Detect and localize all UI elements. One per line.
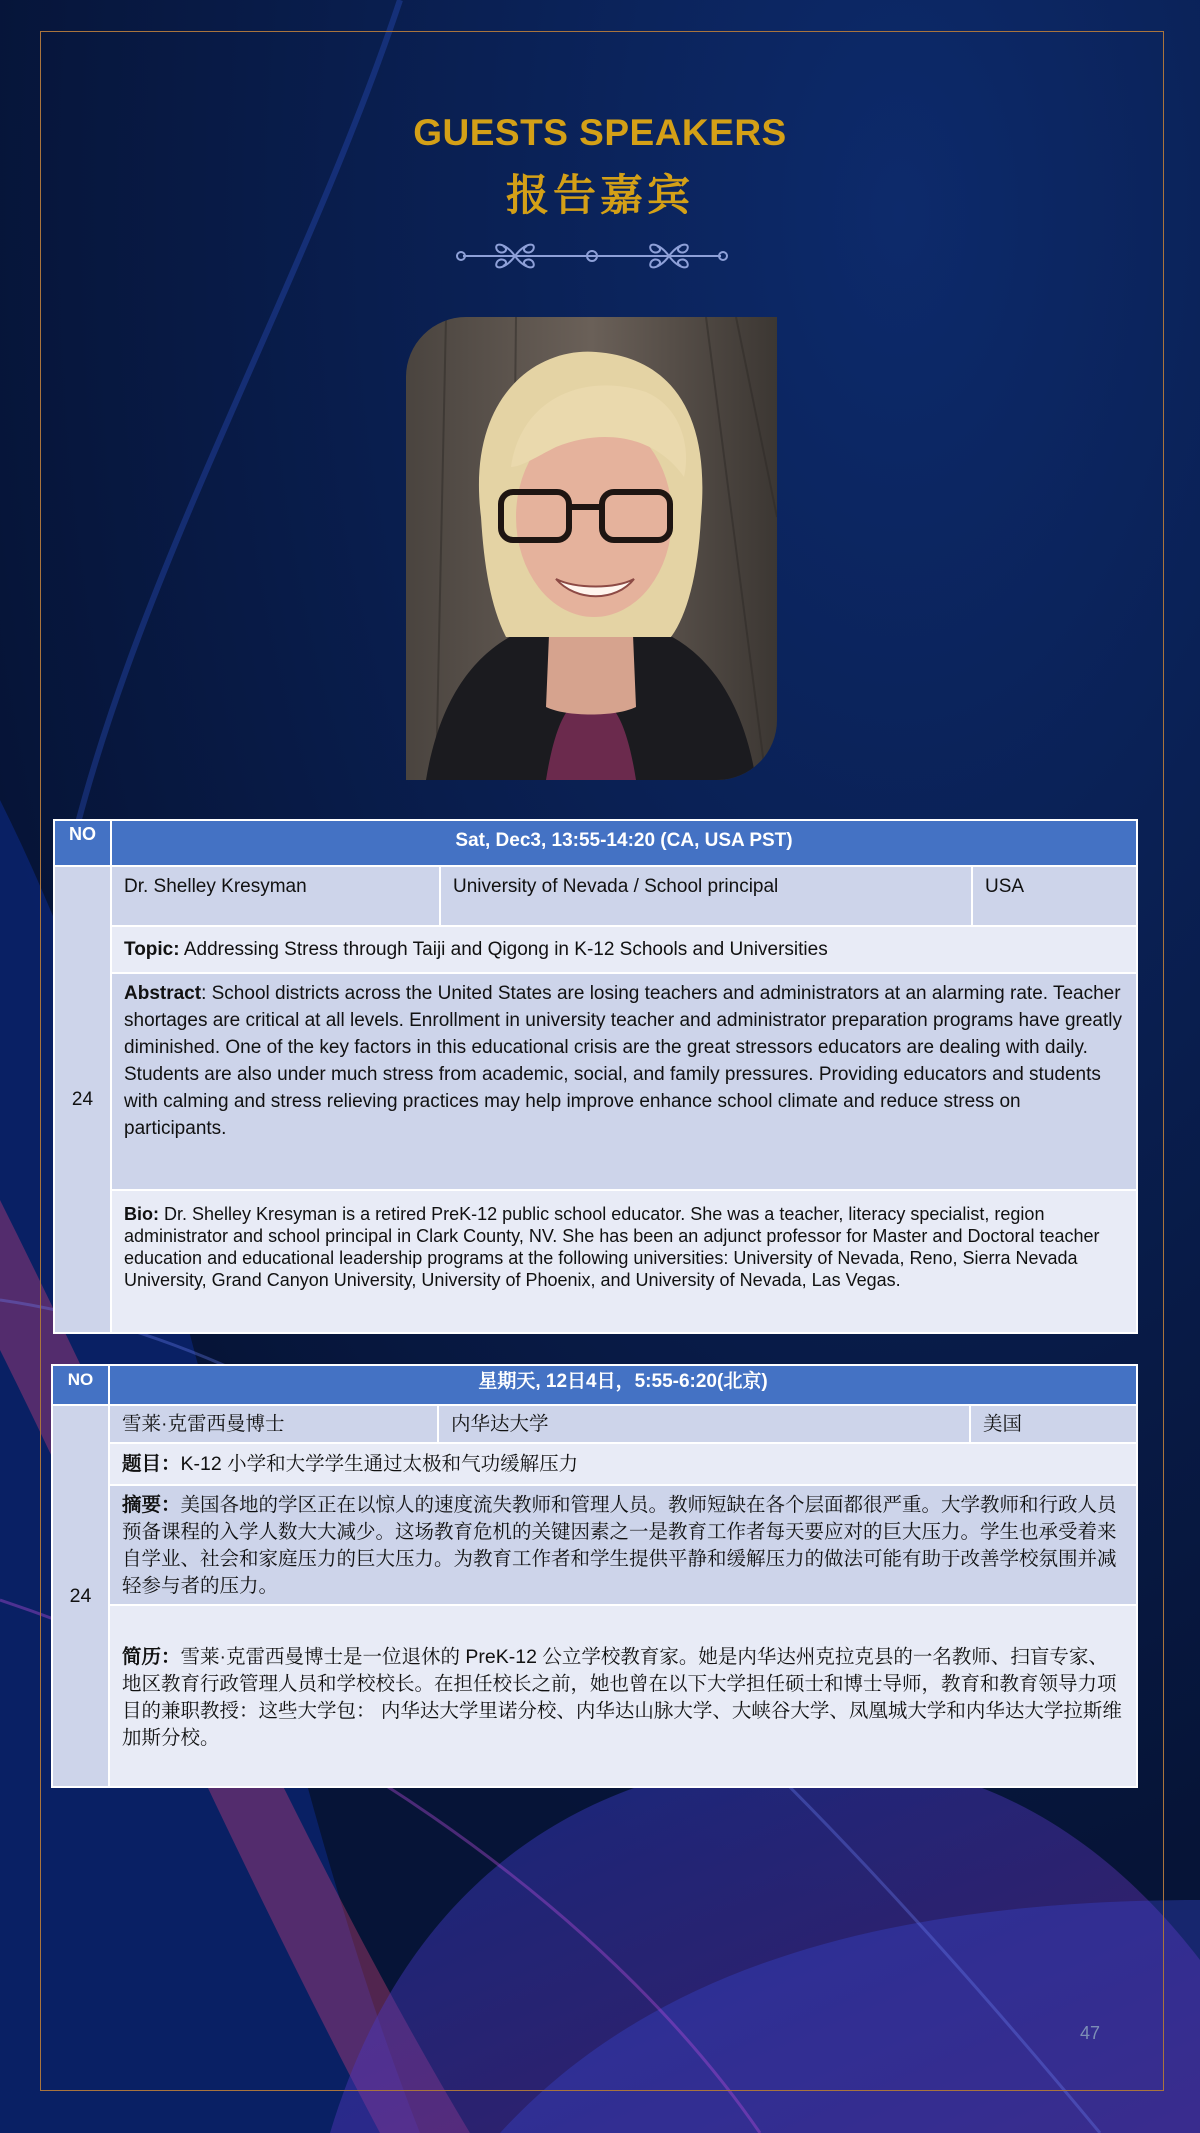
speaker-table-english: [53, 819, 1138, 1334]
speaker-affiliation: 内华达大学: [438, 1405, 970, 1443]
abstract-label: 摘要：: [122, 1494, 181, 1516]
bio-cell: [109, 1605, 1137, 1787]
topic-text: K-12 小学和大学学生通过太极和气功缓解压力: [180, 1452, 579, 1475]
bio-text: Dr. Shelley Kresyman is a retired PreK-12 public school educator. She was a teacher, literacy specialist, region administrator and school principal in Clark County, NV. She has been an adjunct professor for Master and Doctoral teacher education and educational leadership programs at the following universities: University of Nevada, Reno, Sierra Nevada University, Grand Canyon University, University of Phoenix, and University of Nevada, Las Vegas.: [124, 1204, 1100, 1290]
speaker-affiliation: University of Nevada / School principal: [440, 866, 972, 926]
title-english: GUESTS SPEAKERS: [413, 112, 787, 153]
speaker-name: 雪莱·克雷西曼博士: [109, 1405, 438, 1443]
bio-label: 简历：: [122, 1646, 181, 1668]
topic-label: Topic:: [124, 939, 180, 960]
no-header: NO: [54, 820, 111, 866]
no-header: NO: [52, 1365, 109, 1405]
topic-cell: [111, 926, 1137, 973]
speaker-name: Dr. Shelley Kresyman: [111, 866, 440, 926]
topic-cell: [109, 1443, 1137, 1485]
speaker-table-chinese: [51, 1364, 1138, 1788]
bio-label: Bio:: [124, 1204, 159, 1224]
abstract-text: : School districts across the United States are losing teachers and administrators at an alarming rate. Teacher shortages are critical at all levels. Enrollment in university teacher and administrator preparation programs have greatly diminished. One of the key factors in this educational crisis are the great stressors educators are dealing with daily. Students are also under much stress from academic, social, and family pressures. Providing educators and students with calming and stress relieving practices may help improve enhance school climate and reduce stress on participants.: [124, 983, 1122, 1139]
speaker-number: 24: [54, 866, 111, 1333]
speaker-country: USA: [972, 866, 1137, 926]
speaker-portrait: [406, 317, 777, 780]
bio-cell: [111, 1190, 1137, 1333]
abstract-label: Abstract: [124, 983, 202, 1004]
title-chinese: 报告嘉宾: [506, 172, 694, 220]
session-time-header: 星期天, 12日4日，5:55-6:20(北京): [109, 1365, 1137, 1405]
page-number: 47: [1080, 2023, 1101, 2043]
abstract-text: 美国各地的学区正在以惊人的速度流失教师和管理人员。教师短缺在各个层面都很严重。大学教师和行政人员预备课程的入学人数大大减少。这场教育危机的关键因素之一是教育工作者每天要应对的巨大压力。学生也承受着来自学业、社会和家庭压力的巨大压力。为教育工作者和学生提供平静和缓解压力的做法可能有助于改善学校氛围并减轻参与者的压力。: [122, 1494, 1117, 1597]
topic-label: 题目：: [122, 1452, 181, 1475]
speaker-country: 美国: [970, 1405, 1137, 1443]
abstract-cell: [109, 1485, 1137, 1605]
session-time-header: Sat, Dec3, 13:55-14:20 (CA, USA PST): [111, 820, 1137, 866]
speaker-number: 24: [52, 1405, 109, 1787]
decorative-divider-icon: [455, 234, 729, 278]
abstract-cell: [111, 973, 1137, 1190]
bio-text: 雪莱·克雷西曼博士是一位退休的 PreK-12 公立学校教育家。她是内华达州克拉克县的一名教师、扫盲专家、地区教育行政管理人员和学校校长。在担任校长之前，她也曾在以下大学担任硕士和博士导师，教育和教育领导力项目的兼职教授：这些大学包： 内华达大学里诺分校、内华达山脉大学、大峡谷大学、凤凰城大学和内华达大学拉斯维加斯分校。: [122, 1646, 1122, 1749]
topic-text: Addressing Stress through Taiji and Qigong in K-12 Schools and Universities: [183, 939, 828, 960]
